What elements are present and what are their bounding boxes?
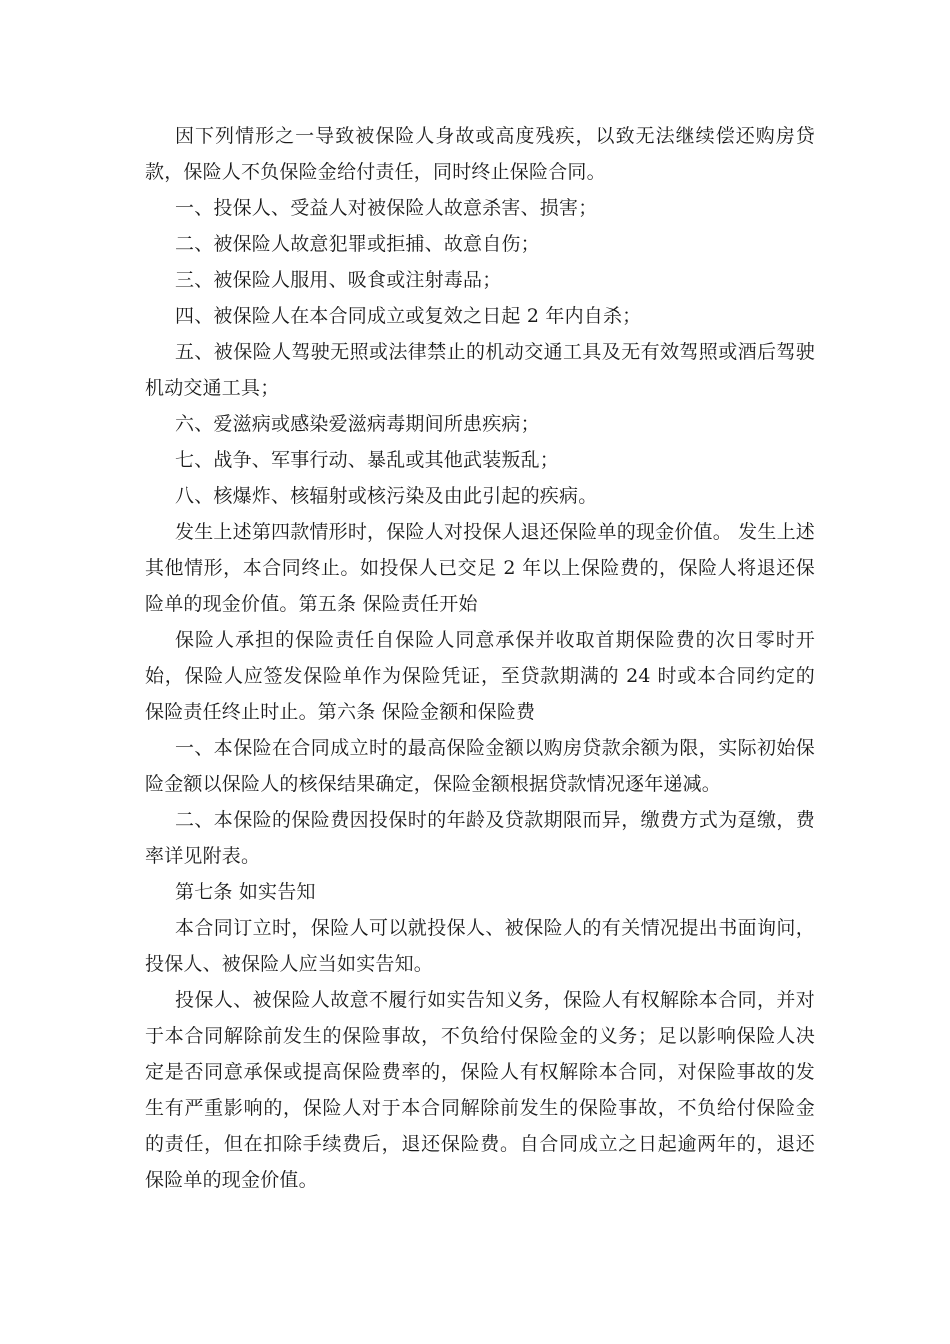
paragraph-exclusion-4: 四、被保险人在本合同成立或复效之日起 2 年内自杀； <box>175 305 642 327</box>
section-heading-article-7: 第七条 如实告知 <box>175 881 316 903</box>
paragraph-exclusion-6: 六、爱滋病或感染爱滋病毒期间所患疾病； <box>175 413 540 435</box>
paragraph-exclusion-7: 七、战争、军事行动、暴乱或其他武装叛乱； <box>175 449 560 471</box>
paragraph-liability-start: 保险人承担的保险责任自保险人同意承保并收取首期保险费的次日零时开始，保险人应签发保险单作为保险凭证，至贷款期满的 24 时或本合同约定的保险责任终止时止。第六条 保险金额和保险费 <box>145 629 815 723</box>
paragraph-premium: 二、本保险的保险费因投保时的年龄及贷款期限而异，缴费方式为趸缴，费率详见附表。 <box>145 809 815 867</box>
paragraph-exclusion-2: 二、被保险人故意犯罪或拒捕、故意自伤； <box>175 233 540 255</box>
paragraph-exclusions-intro: 因下列情形之一导致被保险人身故或高度残疾，以致无法继续偿还购房贷款，保险人不负保险金给付责任，同时终止保险合同。 <box>145 125 815 183</box>
paragraph-cash-value-refund: 发生上述第四款情形时，保险人对投保人退还保险单的现金价值。 发生上述其他情形，本合同终止。如投保人已交足 2 年以上保险费的，保险人将退还保险单的现金价值。第五条 保险责任开始 <box>145 521 815 615</box>
paragraph-exclusion-3: 三、被保险人服用、吸食或注射毒品； <box>175 269 502 291</box>
paragraph-exclusion-8: 八、核爆炸、核辐射或核污染及由此引起的疾病。 <box>175 485 598 507</box>
paragraph-sum-insured: 一、本保险在合同成立时的最高保险金额以购房贷款余额为限，实际初始保险金额以保险人的核保结果确定，保险金额根据贷款情况逐年递减。 <box>145 737 815 795</box>
paragraph-exclusion-1: 一、投保人、受益人对被保险人故意杀害、损害； <box>175 197 598 219</box>
document-body <box>145 118 815 1198</box>
paragraph-exclusion-5: 五、被保险人驾驶无照或法律禁止的机动交通工具及无有效驾照或酒后驾驶机动交通工具； <box>145 341 815 399</box>
paragraph-disclosure-inquiry: 本合同订立时，保险人可以就投保人、被保险人的有关情况提出书面询问，投保人、被保险人应当如实告知。 <box>145 917 815 975</box>
paragraph-disclosure-breach: 投保人、被保险人故意不履行如实告知义务，保险人有权解除本合同，并对于本合同解除前发生的保险事故，不负给付保险金的义务；足以影响保险人决定是否同意承保或提高保险费率的，保险人有权解除本合同，对保险事故的发生有严重影响的，保险人对于本合同解除前发生的保险事故，不负给付保险金的责任，但在扣除手续费后，退还保险费。自合同成立之日起逾两年的，退还保险单的现金价值。 <box>145 989 815 1191</box>
